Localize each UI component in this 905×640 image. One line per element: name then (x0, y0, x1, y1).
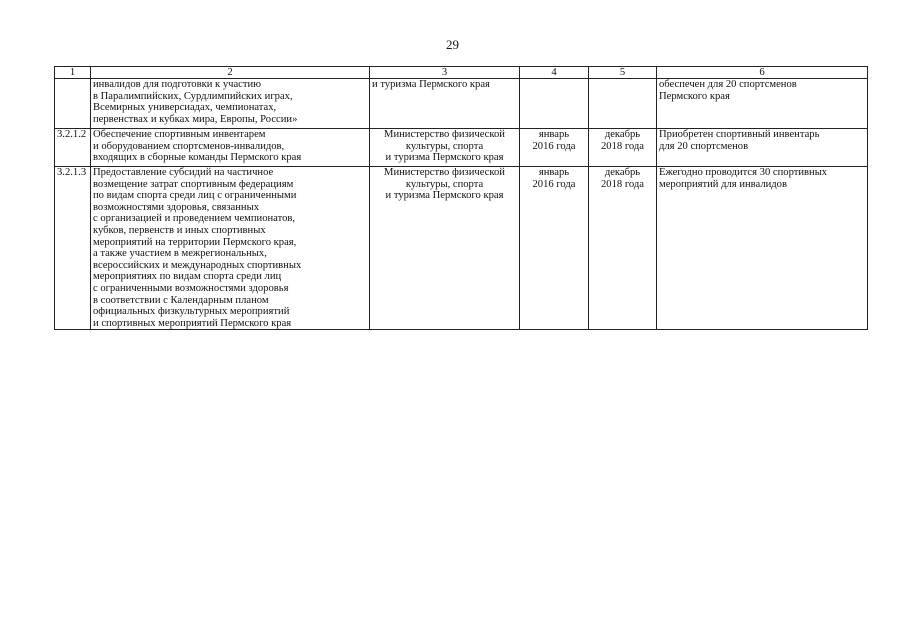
measure-text: Предоставление субсидий на частичное возмещение затрат спортивным федерациям по видам спорта среди лиц с ограниченными возможностями здоровья, связанных с организацией и проведением чемпионатов, кубков, первенств и иных спортивных мероприятий на территории Пермского края, а также участием в межрегиональных, всероссийских и международных спортивных мероприятиях по видам спорта среди лиц с ограниченными возможностями здоровья в соответствии с Календарным планом официальных физкультурных мероприятий и спортивных мероприятий Пермского края (91, 167, 370, 330)
end-date: декабрь 2018 года (589, 167, 657, 330)
column-number: 4 (520, 67, 589, 79)
column-number-row (55, 67, 868, 79)
result-text: обеспечен для 20 спортсменов Пермского края (657, 79, 868, 129)
page-number: 29 (446, 37, 459, 52)
start-date: январь 2016 года (520, 129, 589, 167)
executor-text: и туризма Пермского края (370, 79, 520, 129)
item-number: 3.2.1.2 (55, 129, 91, 167)
column-number: 6 (657, 67, 868, 79)
table-row (55, 129, 868, 167)
table-row (55, 79, 868, 129)
item-number (55, 79, 91, 129)
column-number: 5 (589, 67, 657, 79)
result-text: Приобретен спортивный инвентарь для 20 спортсменов (657, 129, 868, 167)
start-date: январь 2016 года (520, 167, 589, 330)
column-number: 1 (55, 67, 91, 79)
end-date: декабрь 2018 года (589, 129, 657, 167)
column-number: 2 (91, 67, 370, 79)
column-number: 3 (370, 67, 520, 79)
measures-table (54, 66, 868, 330)
measure-text: Обеспечение спортивным инвентарем и оборудованием спортсменов-инвалидов, входящих в сборные команды Пермского края (91, 129, 370, 167)
measure-text: инвалидов для подготовки к участию в Паралимпийских, Сурдлимпийских играх, Всемирных универсиадах, чемпионатах, первенствах и кубках мира, Европы, России» (91, 79, 370, 129)
executor-text: Министерство физической культуры, спорта и туризма Пермского края (370, 167, 520, 330)
end-date (589, 79, 657, 129)
result-text: Ежегодно проводится 30 спортивных мероприятий для инвалидов (657, 167, 868, 330)
item-number: 3.2.1.3 (55, 167, 91, 330)
executor-text: Министерство физической культуры, спорта и туризма Пермского края (370, 129, 520, 167)
start-date (520, 79, 589, 129)
table-row (55, 167, 868, 330)
